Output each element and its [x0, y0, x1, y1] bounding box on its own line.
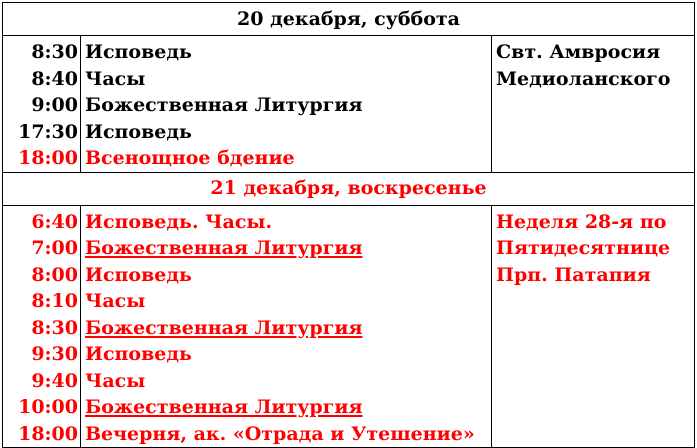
service-time: 8:30	[31, 41, 78, 63]
service-name	[85, 66, 491, 93]
service-time: 18:00	[18, 147, 78, 169]
service-name-text: Божественная Литургия	[85, 94, 363, 116]
service-time: 8:30	[31, 316, 78, 339]
day-date: 20 декабря, суббота	[3, 3, 695, 36]
service-time: 9:00	[31, 94, 78, 116]
service-name	[85, 145, 491, 172]
service-name	[85, 368, 491, 395]
service-times-cell	[3, 36, 81, 173]
feast-line: Свт. Амвросия	[496, 41, 661, 63]
feast-cell	[492, 205, 695, 448]
service-name-text: Часы	[85, 369, 146, 392]
service-name-text: Вечерня, ак. «Отрада и Утешение»	[85, 422, 475, 445]
feast-line: Пятидесятнице	[496, 237, 671, 259]
service-name-text: Исповедь	[85, 263, 192, 286]
service-name-text: Божественная Литургия	[85, 237, 363, 259]
service-time: 9:30	[31, 343, 78, 365]
service-name	[85, 235, 491, 262]
service-name	[85, 394, 491, 421]
service-name-text: Исповедь	[85, 343, 192, 365]
service-name	[85, 421, 491, 448]
day-header-row	[3, 172, 695, 205]
service-names-cell	[81, 36, 492, 173]
service-time: 17:30	[18, 120, 78, 143]
service-name	[85, 315, 491, 342]
day-header-row	[3, 3, 695, 36]
service-time: 6:40	[31, 210, 78, 233]
day-services-row	[3, 36, 695, 173]
service-name	[85, 39, 491, 66]
service-name-text: Всенощное бдение	[85, 147, 295, 169]
service-name-text: Исповедь	[85, 41, 192, 63]
service-name-text: Часы	[85, 290, 146, 312]
schedule-table	[2, 2, 695, 448]
feast-line: Неделя 28-я по	[496, 210, 667, 233]
service-name-text: Исповедь	[85, 120, 192, 143]
service-time: 18:00	[18, 422, 78, 445]
service-name-text: Часы	[85, 67, 146, 90]
service-name	[85, 119, 491, 146]
service-time: 8:10	[31, 290, 78, 312]
service-name	[85, 262, 491, 289]
service-name-text: Божественная Литургия	[85, 396, 363, 418]
service-time: 7:00	[31, 237, 78, 259]
service-name	[85, 92, 491, 119]
service-time: 9:40	[31, 369, 78, 392]
service-time: 8:40	[31, 67, 78, 90]
service-time: 10:00	[18, 396, 78, 418]
service-times-cell	[3, 205, 81, 448]
day-services-row	[3, 205, 695, 448]
service-name-text: Исповедь. Часы.	[85, 210, 273, 233]
service-time: 8:00	[31, 263, 78, 286]
day-date: 21 декабря, воскресенье	[3, 172, 695, 205]
schedule-body	[3, 3, 695, 448]
service-names-cell	[81, 205, 492, 448]
feast-cell	[492, 36, 695, 173]
service-name	[85, 209, 491, 236]
service-name-text: Божественная Литургия	[85, 316, 363, 339]
service-name	[85, 288, 491, 315]
service-name	[85, 341, 491, 368]
feast-line: Прп. Патапия	[496, 263, 651, 286]
feast-line: Медиоланского	[496, 67, 671, 90]
